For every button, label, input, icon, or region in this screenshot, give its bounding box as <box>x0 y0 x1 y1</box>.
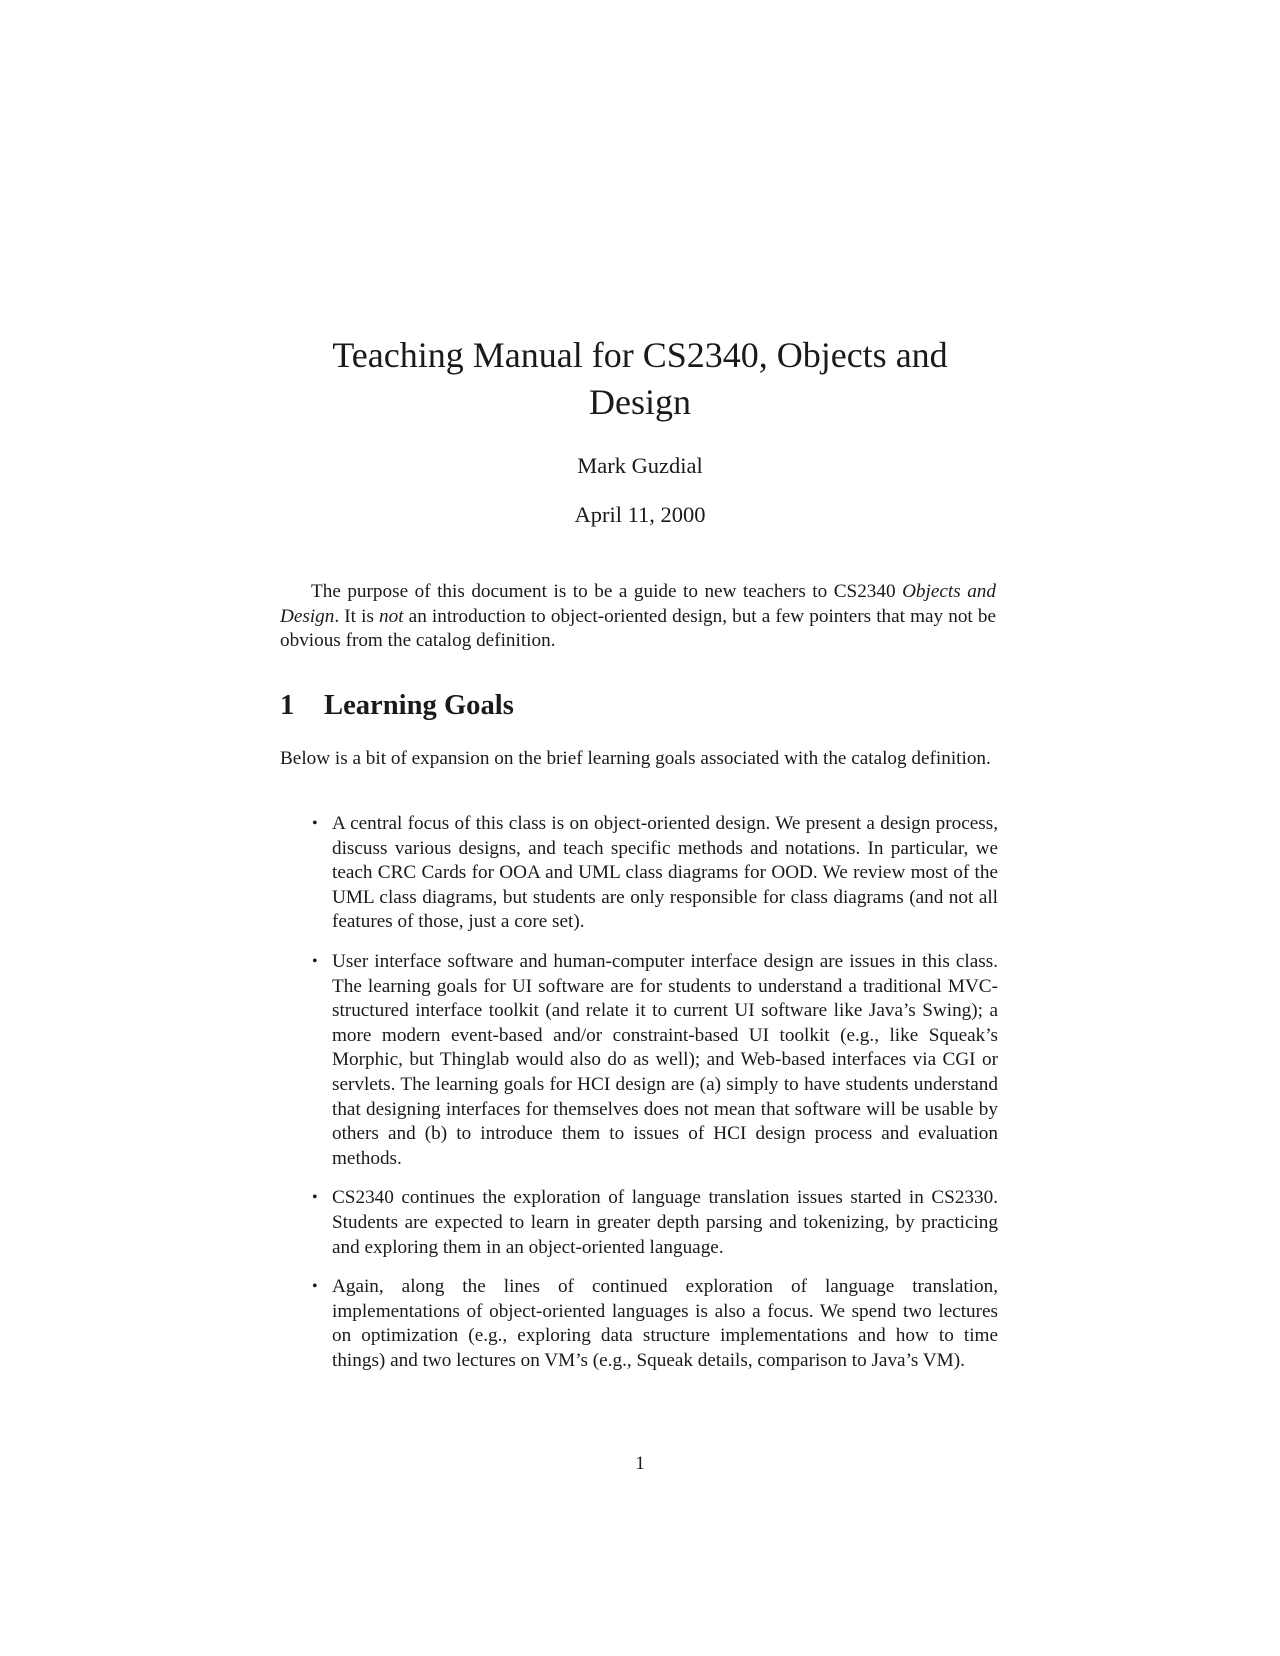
course-name: Objects and Design <box>280 581 996 627</box>
section-intro-paragraph: Below is a bit of expansion on the brief learning goals associated with the catalog definition. <box>280 748 991 769</box>
bullet-icon: • <box>312 952 318 970</box>
abstract-text-1: The purpose of this document is to be a guide to new teachers to CS2340 <box>311 581 903 602</box>
bullet-icon: • <box>312 1278 318 1296</box>
learning-goals-list <box>312 812 998 1388</box>
list-item-text: Again, along the lines of continued exploration of language translation, implementations of object-oriented languages is also a focus. We spend two lectures on optimization (e.g., exploring data structure implementations and how to time things) and two lectures on VM’s (e.g., Squeak details, comparison to Java’s VM). <box>332 1276 998 1371</box>
abstract-text-2: . It is <box>334 605 380 627</box>
abstract-text-3: an introduction to object-oriented design, but a few pointers that may not be obvious from the catalog definition. <box>280 605 996 652</box>
document-title: Teaching Manual for CS2340, Objects and Design <box>332 335 948 422</box>
section-number: 1 <box>280 690 295 721</box>
abstract-emphasis: not <box>379 605 404 627</box>
section-title: Learning Goals <box>324 690 514 721</box>
author-name: Mark Guzdial <box>577 453 703 478</box>
page-number: 1 <box>635 1453 645 1474</box>
bullet-icon: • <box>312 815 318 832</box>
list-item <box>312 1275 998 1373</box>
bullet-icon: • <box>312 1189 318 1207</box>
list-item <box>312 1186 998 1260</box>
document-date: April 11, 2000 <box>574 502 706 527</box>
list-item-text: A central focus of this class is on object-oriented design. We present a design process, discuss various designs, and teach specific methods and notations. In particular, we teach CRC Cards for OOA and UML class diagrams for OOD. We review most of the UML class diagrams, but students are only responsible for class diagrams (and not all features of those, just a core set). <box>332 813 998 933</box>
list-item <box>312 950 998 1171</box>
list-item-text: CS2340 continues the exploration of language translation issues started in CS2330. Students are expected to learn in greater depth parsing and tokenizing, by practicing and exploring them in an object-oriented language. <box>332 1187 998 1258</box>
list-item-text: User interface software and human-computer interface design are issues in this class. The learning goals for UI software are for students to understand a traditional MVC-structured interface toolkit (and relate it to current UI software like Java’s Swing); a more modern event-based and/or constraint-based UI toolkit (e.g., like Squeak’s Morphic, but Thinglab would also do as well); and Web-based interfaces via CGI or servlets. The learning goals for HCI design are (a) simply to have students understand that designing interfaces for themselves does not mean that software will be usable by others and (b) to introduce them to issues of HCI design process and evaluation methods. <box>332 950 998 1169</box>
section-heading <box>280 688 996 724</box>
list-item <box>312 812 998 935</box>
abstract-paragraph <box>280 580 996 654</box>
